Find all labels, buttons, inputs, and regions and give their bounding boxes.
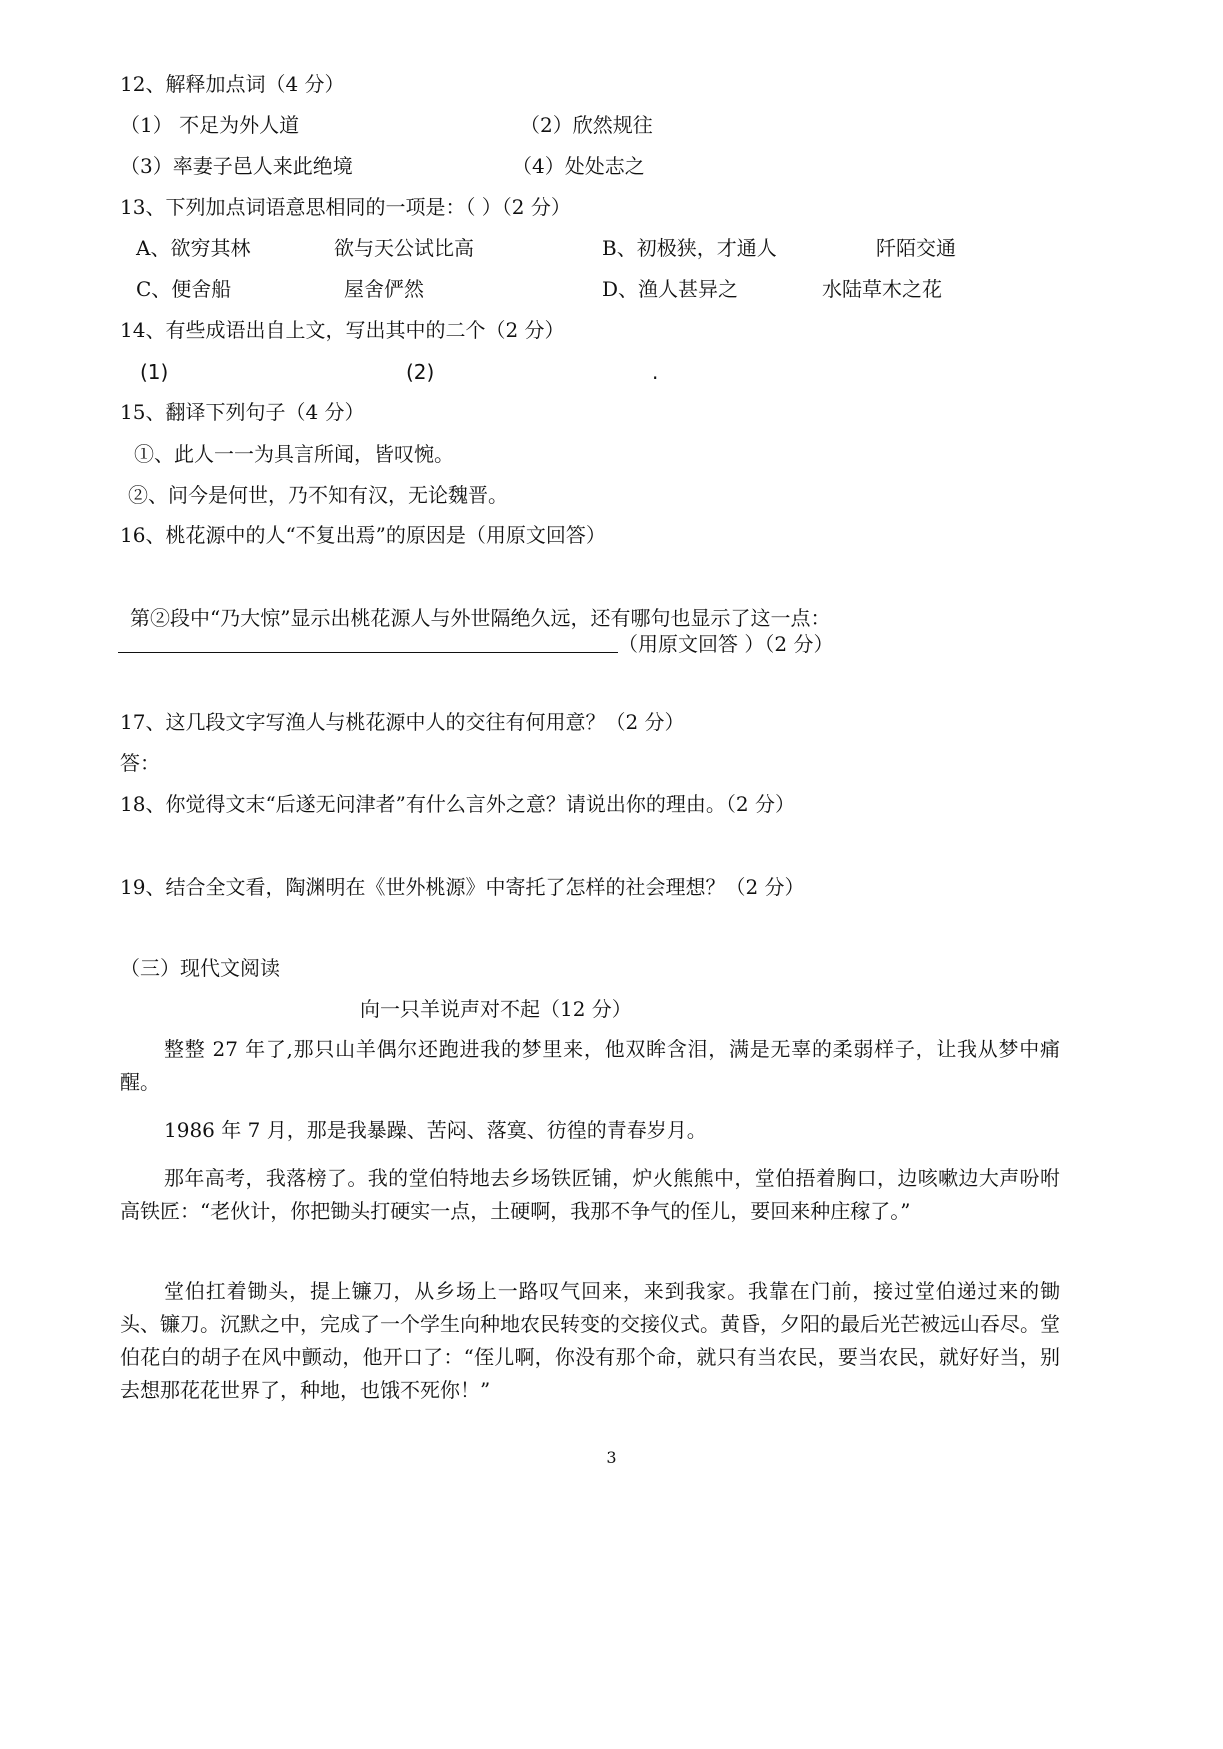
q15-title: 15、翻译下列句子（4 分） [120, 400, 365, 424]
q15-sentence-2: ②、问今是何世，乃不知有汉，无论魏晋。 [128, 483, 508, 507]
article-paragraph-4: 堂伯扛着锄头，提上镰刀，从乡场上一路叹气回来，来到我家。我靠在门前，接过堂伯递过来的锄头、镰刀。沉默之中，完成了一个学生向种地农民转变的交接仪式。黄昏，夕阳的最后光芒被远山吞尽。堂伯花白的胡子在风中颤动，他开口了：“侄儿啊，你没有那个命，就只有当农民，要当农民，就好好当，别去想那花花世界了，种地，也饿不死你！” [120, 1279, 1060, 1402]
q12-item-1: （1） 不足为外人道 [120, 113, 300, 137]
q12-item-3: （3）率妻子邑人来此绝境 [120, 154, 353, 178]
q14-end-mark: . [652, 360, 659, 384]
article-title: 向一只羊说声对不起（12 分） [360, 997, 632, 1021]
q13-option-a-1: A、欲穷其林 [136, 236, 251, 260]
article-paragraph-2: 1986 年 7 月，那是我暴躁、苦闷、落寞、彷徨的青春岁月。 [164, 1118, 707, 1142]
q13-option-d-1: D、渔人甚异之 [602, 277, 739, 301]
q15-sentence-1: ①、此人一一为具言所闻，皆叹惋。 [134, 442, 454, 466]
article-paragraph-3: 那年高考，我落榜了。我的堂伯特地去乡场铁匠铺，炉火熊熊中，堂伯捂着胸口，边咳嗽边大声吩咐高铁匠：“老伙计，你把锄头打硬实一点，土硬啊，我那不争气的侄儿，要回来种庄稼了。” [120, 1166, 1060, 1223]
q14-title: 14、有些成语出自上文，写出其中的二个（2 分） [120, 318, 565, 342]
section-heading: （三）现代文阅读 [120, 956, 280, 980]
page-number: 3 [606, 1448, 617, 1467]
article-paragraph-1: 整整 27 年了,那只山羊偶尔还跑进我的梦里来，他双眸含泪，满是无辜的柔弱样子，让我从梦中痛醒。 [120, 1037, 1060, 1094]
q16-answer-line [118, 630, 833, 658]
q16-answer-hint: （用原文回答 ）（2 分） [618, 632, 834, 656]
q13-option-c-1: C、便舍船 [136, 277, 232, 301]
q13-option-d-2: 水陆草木之花 [822, 277, 942, 301]
q13-option-c-2: 屋舍俨然 [344, 277, 424, 301]
q13-title: 13、下列加点词语意思相同的一项是：（ ）（2 分） [120, 195, 571, 219]
q13-option-a-2: 欲与天公试比高 [334, 236, 474, 260]
q17-answer-label: 答： [120, 751, 160, 775]
q14-item-2: (2) [406, 360, 435, 384]
q13-option-b-1: B、初极狭，才通人 [602, 236, 777, 260]
q19-title: 19、结合全文看，陶渊明在《世外桃源》中寄托了怎样的社会理想？（2 分） [120, 875, 805, 899]
answer-blank[interactable] [118, 630, 618, 653]
q18-title: 18、你觉得文末“后遂无问津者”有什么言外之意？请说出你的理由。（2 分） [120, 792, 795, 816]
q16-title: 16、桃花源中的人“不复出焉”的原因是（用原文回答） [120, 523, 606, 547]
q12-item-4: （4）处处志之 [512, 154, 645, 178]
q16-subquestion: 第②段中“乃大惊”显示出桃花源人与外世隔绝久远，还有哪句也显示了这一点： [130, 606, 831, 630]
q14-item-1: (1) [140, 360, 169, 384]
q12-title: 12、解释加点词（4 分） [120, 72, 345, 96]
q12-item-2: （2）欣然规往 [520, 113, 653, 137]
q17-title: 17、这几段文字写渔人与桃花源中人的交往有何用意？（2 分） [120, 710, 685, 734]
q13-option-b-2: 阡陌交通 [876, 236, 956, 260]
